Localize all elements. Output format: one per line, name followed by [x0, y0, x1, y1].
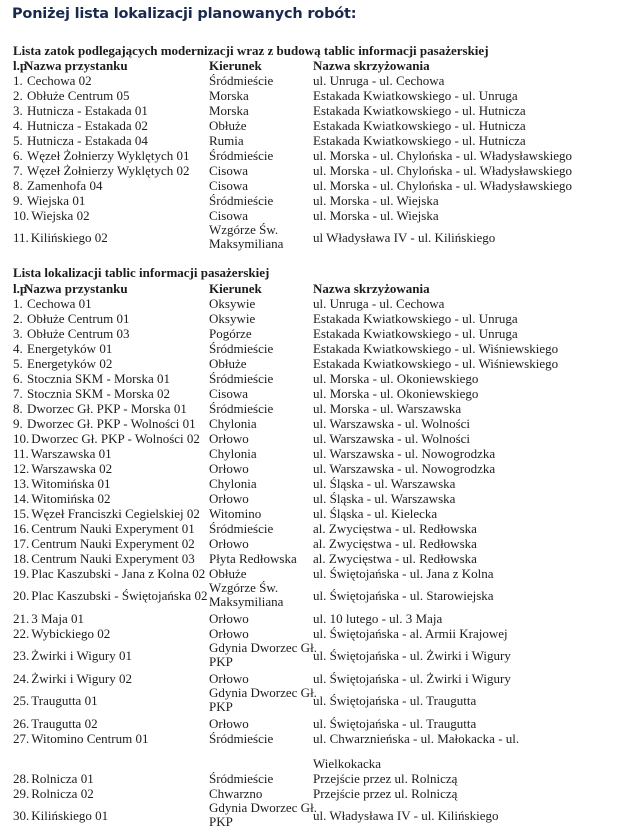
crossing-cell: ul. Warszawska - ul. Nowogrodzka: [313, 461, 496, 476]
stop-name-cell: [13, 611, 84, 626]
stop-name: Cechowa 01: [27, 296, 92, 311]
direction-cell: [209, 223, 283, 251]
header-direction: Kierunek: [209, 58, 262, 73]
table-row: [13, 401, 613, 416]
crossing-cell: ul. Świętojańska - ul. Żwirki i Wigury: [313, 671, 511, 686]
row-number: 9.: [13, 416, 23, 431]
crossing-cell: ul. Świętojańska - ul. Starowiejska: [313, 588, 494, 603]
direction-line-2: Maksymiliana: [209, 236, 284, 251]
direction-cell: Orłowo: [209, 671, 249, 686]
stop-name: Zamenhofa 04: [27, 178, 103, 193]
stop-name: Obłuże Centrum 05: [27, 88, 130, 103]
crossing-cell: ul. Świętojańska - ul. Traugutta: [313, 716, 477, 731]
direction-cell: Orłowo: [209, 626, 249, 641]
direction-cell: Oksywie: [209, 296, 256, 311]
row-number: 16.: [13, 521, 30, 536]
direction-cell: Śródmieście: [209, 371, 274, 386]
direction-cell: Oksywie: [209, 311, 256, 326]
stop-name: Centrum Nauki Experyment 01: [31, 521, 195, 536]
table-row: [13, 476, 613, 491]
stop-name: Energetyków 01: [27, 341, 113, 356]
table-row: [13, 716, 613, 731]
stop-name-cell: [13, 163, 190, 178]
crossing-cell: ul. Śląska - ul. Warszawska: [313, 491, 456, 506]
table-row: [13, 208, 613, 223]
direction-cell: Pogórze: [209, 326, 252, 341]
row-number: 9.: [13, 193, 23, 208]
crossing-cell: ul. Warszawska - ul. Wolności: [313, 431, 471, 446]
table-row: [13, 641, 613, 671]
crossing-cell: ul. Warszawska - ul. Wolności: [313, 416, 471, 431]
row-number: 15.: [13, 506, 30, 521]
crossing-cell: ul. Unruga - ul. Cechowa: [313, 73, 445, 88]
table-row: [13, 73, 613, 88]
direction-cell: Rumia: [209, 133, 244, 148]
direction-cell: Cisowa: [209, 163, 248, 178]
table-row: [13, 626, 613, 641]
row-number: 2.: [13, 88, 23, 103]
direction-cell: Obłuże: [209, 356, 247, 371]
stop-name: Centrum Nauki Experyment 03: [31, 551, 195, 566]
row-number: 21.: [13, 611, 30, 626]
direction-cell: Cisowa: [209, 386, 248, 401]
row-number: 5.: [13, 356, 23, 371]
table-row: [13, 371, 613, 386]
crossing-cell: Przejście przez ul. Rolniczą: [313, 771, 458, 786]
stop-name: Kilińskiego 02: [30, 230, 108, 245]
table-row: [13, 506, 613, 521]
direction-cell: Morska: [209, 88, 249, 103]
row-number: 29.: [13, 786, 30, 801]
stop-name: 3 Maja 01: [31, 611, 84, 626]
row-number: 8.: [13, 401, 23, 416]
crossing-cell: ul. Świętojańska - ul. Jana z Kolna: [313, 566, 494, 581]
stop-name-cell: [13, 771, 94, 786]
stop-name-cell: [13, 208, 90, 223]
stop-name-cell: [13, 731, 148, 746]
table-row: [13, 133, 613, 148]
stop-name: Żwirki i Wigury 01: [31, 648, 132, 663]
crossing-cell: ul. Morska - ul. Okoniewskiego: [313, 386, 479, 401]
crossing-cell: al. Zwycięstwa - ul. Redłowska: [313, 521, 477, 536]
stop-name: Centrum Nauki Experyment 02: [31, 536, 195, 551]
header-lp: l.p: [13, 281, 28, 296]
table-row: [13, 581, 613, 611]
row-number: 22.: [13, 626, 30, 641]
stop-name: Witomińska 02: [31, 491, 111, 506]
direction-cell: Płyta Redłowska: [209, 551, 297, 566]
stop-name-cell: [13, 88, 130, 103]
direction-cell: Śródmieście: [209, 771, 274, 786]
row-number: 10.: [13, 208, 30, 223]
direction-line-1: Wzgórze Św.: [209, 580, 279, 595]
direction-cell: Śródmieście: [209, 73, 274, 88]
row-number: 3.: [13, 103, 23, 118]
table-row: [13, 178, 613, 193]
stop-name-cell: [13, 446, 112, 461]
stop-name: Żwirki i Wigury 02: [31, 671, 132, 686]
row-number: 30.: [13, 808, 30, 823]
direction-line-2: Maksymiliana: [209, 594, 284, 609]
direction-cell: Śródmieście: [209, 521, 274, 536]
row-number: 12.: [13, 461, 30, 476]
table-row: [13, 536, 613, 551]
direction-cell: Cisowa: [209, 208, 248, 223]
stop-name-cell: [13, 626, 110, 641]
table-row: [13, 461, 613, 476]
table-row: [13, 416, 613, 431]
stop-name: Obłuże Centrum 03: [27, 326, 130, 341]
direction-cell: Śródmieście: [209, 341, 274, 356]
table-row: [13, 786, 613, 801]
crossing-cell: ul. Morska - ul. Wiejska: [313, 193, 439, 208]
crossing-cell: ul. Śląska - ul. Kielecka: [313, 506, 438, 521]
table-row: [13, 771, 613, 786]
stop-name-cell: [13, 73, 92, 88]
row-number: 5.: [13, 133, 23, 148]
direction-cell: Śródmieście: [209, 193, 274, 208]
crossing-cell: ul. Morska - ul. Chylońska - ul. Władysławskiego: [313, 163, 573, 178]
direction-cell: Morska: [209, 103, 249, 118]
stop-name: Dworzec Gł. PKP - Wolności 02: [31, 431, 200, 446]
row-number: 19.: [13, 566, 30, 581]
crossing-cell: Estakada Kwiatkowskiego - ul. Unruga: [313, 326, 518, 341]
header-lp: l.p: [13, 58, 28, 73]
crossing-cell: ul. Warszawska - ul. Nowogrodzka: [313, 446, 496, 461]
stop-name-cell: [13, 588, 207, 603]
stop-name-cell: [13, 230, 108, 245]
direction-cell: Chylonia: [209, 416, 257, 431]
direction-line-2: PKP: [209, 814, 233, 829]
row-number: 26.: [13, 716, 30, 731]
direction-cell: Cisowa: [209, 178, 248, 193]
direction-line-1: Gdynia Dworzec Gł.: [209, 640, 317, 655]
stop-name: Witomińska 01: [31, 476, 111, 491]
stop-name-cell: [13, 133, 148, 148]
direction-cell: [209, 641, 317, 669]
direction-cell: Chwarzno: [209, 786, 263, 801]
crossing-cell: ul. Morska - ul. Warszawska: [313, 401, 462, 416]
crossing-cell: al. Zwycięstwa - ul. Redłowska: [313, 536, 477, 551]
row-number: 1.: [13, 73, 23, 88]
direction-line-2: PKP: [209, 654, 233, 669]
direction-cell: Orłowo: [209, 461, 249, 476]
stop-name-cell: [13, 536, 195, 551]
direction-cell: Obłuże: [209, 566, 247, 581]
stop-name-cell: [13, 506, 200, 521]
table-row: [13, 521, 613, 536]
row-number: 11.: [13, 446, 29, 461]
stop-name: Dworzec Gł. PKP - Wolności 01: [27, 416, 196, 431]
crossing-cell: ul. Śląska - ul. Warszawska: [313, 476, 456, 491]
direction-line-1: Wzgórze Św.: [209, 222, 279, 237]
table-row: [13, 611, 613, 626]
direction-cell: Orłowo: [209, 536, 249, 551]
stop-name-cell: [13, 461, 112, 476]
stop-name: Cechowa 02: [27, 73, 92, 88]
crossing-cell: Estakada Kwiatkowskiego - ul. Hutnicza: [313, 103, 526, 118]
crossing-cell: ul. Świętojańska - al. Armii Krajowej: [313, 626, 508, 641]
stop-name-cell: [13, 693, 98, 708]
crossing-cell: ul. Świętojańska - ul. Żwirki i Wigury: [313, 648, 511, 663]
table-row: [13, 341, 613, 356]
table-row: [13, 446, 613, 461]
crossing-cell: ul Władysława IV - ul. Kilińskiego: [313, 230, 496, 245]
direction-cell: Orłowo: [209, 431, 249, 446]
crossing-cell: ul. 10 lutego - ul. 3 Maja: [313, 611, 443, 626]
stop-name-cell: [13, 193, 85, 208]
crossing-cell: ul. Władysława IV - ul. Kilińskiego: [313, 808, 499, 823]
direction-cell: [209, 581, 283, 609]
stop-name: Węzeł Żołnierzy Wyklętych 01: [27, 148, 190, 163]
row-number: 6.: [13, 371, 23, 386]
direction-cell: Obłuże: [209, 118, 247, 133]
stop-name-cell: [13, 178, 102, 193]
crossing-continuation: Wielkokacka: [313, 756, 382, 771]
stop-name: Obłuże Centrum 01: [27, 311, 130, 326]
stop-name-cell: [13, 786, 94, 801]
row-number: 28.: [13, 771, 30, 786]
stop-name: Hutnicza - Estakada 01: [27, 103, 148, 118]
crossing-cell: Estakada Kwiatkowskiego - ul. Hutnicza: [313, 118, 526, 133]
stop-name-cell: [13, 356, 112, 371]
row-number: 18.: [13, 551, 30, 566]
stop-name: Witomino Centrum 01: [31, 731, 149, 746]
row-number: 23.: [13, 648, 30, 663]
section2-header-row: [13, 281, 613, 296]
crossing-cell: Estakada Kwiatkowskiego - ul. Unruga: [313, 311, 518, 326]
table-row: [13, 551, 613, 566]
table-row: [13, 431, 613, 446]
table-row: [13, 223, 613, 253]
row-number: 14.: [13, 491, 30, 506]
crossing-cell: ul. Morska - ul. Chylońska - ul. Władysławskiego: [313, 178, 573, 193]
stop-name: Wybickiego 02: [31, 626, 111, 641]
stop-name: Warszawska 01: [30, 446, 112, 461]
table-row: [13, 671, 613, 686]
table-row: [13, 88, 613, 103]
stop-name: Energetyków 02: [27, 356, 113, 371]
crossing-cell: ul. Morska - ul. Chylońska - ul. Władysławskiego: [313, 148, 573, 163]
direction-cell: Chylonia: [209, 476, 257, 491]
row-number: 2.: [13, 311, 23, 326]
section1-header-row: [13, 58, 613, 73]
stop-name-cell: [13, 416, 196, 431]
crossing-cell: ul. Morska - ul. Wiejska: [313, 208, 439, 223]
table-row: [13, 103, 613, 118]
row-number: 7.: [13, 386, 23, 401]
stop-name: Plac Kaszubski - Jana z Kolna 02: [31, 566, 206, 581]
stop-name: Dworzec Gł. PKP - Morska 01: [27, 401, 187, 416]
stop-name: Hutnicza - Estakada 02: [27, 118, 148, 133]
stop-name: Stocznia SKM - Morska 01: [27, 371, 170, 386]
header-name: Nazwa przystanku: [24, 58, 128, 73]
crossing-cell: Estakada Kwiatkowskiego - ul. Unruga: [313, 88, 518, 103]
direction-cell: Śródmieście: [209, 401, 274, 416]
stop-name-cell: [13, 296, 92, 311]
table-row: [13, 148, 613, 163]
direction-cell: [209, 801, 317, 829]
table-row: [13, 566, 613, 581]
stop-name-cell: [13, 431, 200, 446]
stop-name-cell: [13, 148, 190, 163]
row-number: 6.: [13, 148, 23, 163]
table-row: [13, 296, 613, 311]
stop-name: Węzeł Franciszki Cegielskiej 02: [31, 506, 200, 521]
row-number: 27.: [13, 731, 30, 746]
direction-line-1: Gdynia Dworzec Gł.: [209, 685, 317, 700]
row-number: 20.: [13, 588, 30, 603]
crossing-cell: Przejście przez ul. Rolniczą: [313, 786, 458, 801]
stop-name-cell: [13, 341, 112, 356]
stop-name: Rolnicza 01: [31, 771, 94, 786]
crossing-cell: ul. Morska - ul. Okoniewskiego: [313, 371, 479, 386]
crossing-cell: Estakada Kwiatkowskiego - ul. Hutnicza: [313, 133, 526, 148]
crossing-cell: ul. Chwarznieńska - ul. Małokacka - ul.: [313, 731, 520, 746]
table-row: [13, 686, 613, 716]
stop-name: Hutnicza - Estakada 04: [27, 133, 148, 148]
stop-name: Traugutta 01: [31, 693, 98, 708]
direction-cell: Orłowo: [209, 611, 249, 626]
section2-title: Lista lokalizacji tablic informacji pasażerskiej: [13, 265, 270, 280]
crossing-cell: ul. Unruga - ul. Cechowa: [313, 296, 445, 311]
row-number: 8.: [13, 178, 23, 193]
direction-cell: Śródmieście: [209, 148, 274, 163]
stop-name-cell: [13, 521, 195, 536]
stop-name-cell: [13, 311, 130, 326]
table-row: [13, 311, 613, 326]
direction-cell: Witomino: [209, 506, 262, 521]
stop-name-cell: [13, 103, 148, 118]
stop-name-cell: [13, 371, 170, 386]
stop-name-cell: [13, 671, 132, 686]
direction-cell: Chylonia: [209, 446, 257, 461]
header-crossing: Nazwa skrzyżowania: [313, 58, 430, 73]
stop-name-cell: [13, 401, 187, 416]
direction-line-1: Gdynia Dworzec Gł.: [209, 800, 317, 815]
table-row: [13, 193, 613, 208]
stop-name: Rolnicza 02: [31, 786, 94, 801]
stop-name-cell: [13, 648, 132, 663]
row-number: 4.: [13, 118, 23, 133]
header-name: Nazwa przystanku: [24, 281, 128, 296]
table-row: [13, 163, 613, 178]
crossing-cell: Estakada Kwiatkowskiego - ul. Wiśniewskiego: [313, 356, 559, 371]
stop-name: Warszawska 02: [31, 461, 113, 476]
direction-cell: [209, 686, 317, 714]
direction-line-2: PKP: [209, 699, 233, 714]
stop-name-cell: [13, 716, 98, 731]
table-row: [13, 491, 613, 506]
row-number: 1.: [13, 296, 23, 311]
stop-name: Wiejska 02: [31, 208, 90, 223]
direction-cell: Orłowo: [209, 716, 249, 731]
table-row: [13, 356, 613, 371]
stop-name: Kilińskiego 01: [31, 808, 109, 823]
stop-name-cell: [13, 386, 170, 401]
stop-name: Stocznia SKM - Morska 02: [27, 386, 170, 401]
page-heading: Poniżej lista lokalizacji planowanych robót:: [12, 6, 357, 22]
header-direction: Kierunek: [209, 281, 262, 296]
stop-name: Traugutta 02: [31, 716, 98, 731]
table-row: [13, 386, 613, 401]
stop-name: Wiejska 01: [27, 193, 86, 208]
row-number: 17.: [13, 536, 30, 551]
row-number: 10.: [13, 431, 30, 446]
header-crossing: Nazwa skrzyżowania: [313, 281, 430, 296]
row-number: 25.: [13, 693, 30, 708]
crossing-cell: Estakada Kwiatkowskiego - ul. Wiśniewskiego: [313, 341, 559, 356]
section1-title: Lista zatok podlegających modernizacji wraz z budową tablic informacji pasażerskiej: [13, 43, 489, 58]
crossing-cell: ul. Świętojańska - ul. Traugutta: [313, 693, 477, 708]
table-row: [13, 326, 613, 341]
stop-name-cell: [13, 551, 195, 566]
row-number: 13.: [13, 476, 30, 491]
stop-name-cell: [13, 566, 205, 581]
table-row: [13, 118, 613, 133]
stop-name-cell: [13, 476, 111, 491]
stop-name: Plac Kaszubski - Świętojańska 02: [31, 588, 208, 603]
stop-name: Węzeł Żołnierzy Wyklętych 02: [27, 163, 190, 178]
row-number: 3.: [13, 326, 23, 341]
row-number: 24.: [13, 671, 30, 686]
stop-name-cell: [13, 326, 130, 341]
stop-name-cell: [13, 808, 108, 823]
table-row: [13, 801, 613, 831]
stop-name-cell: [13, 118, 148, 133]
direction-cell: Śródmieście: [209, 731, 274, 746]
table-row: [13, 731, 613, 746]
row-number: 4.: [13, 341, 23, 356]
stop-name-cell: [13, 491, 111, 506]
direction-cell: Orłowo: [209, 491, 249, 506]
crossing-cell: al. Zwycięstwa - ul. Redłowska: [313, 551, 477, 566]
row-number: 11.: [13, 230, 29, 245]
row-number: 7.: [13, 163, 23, 178]
